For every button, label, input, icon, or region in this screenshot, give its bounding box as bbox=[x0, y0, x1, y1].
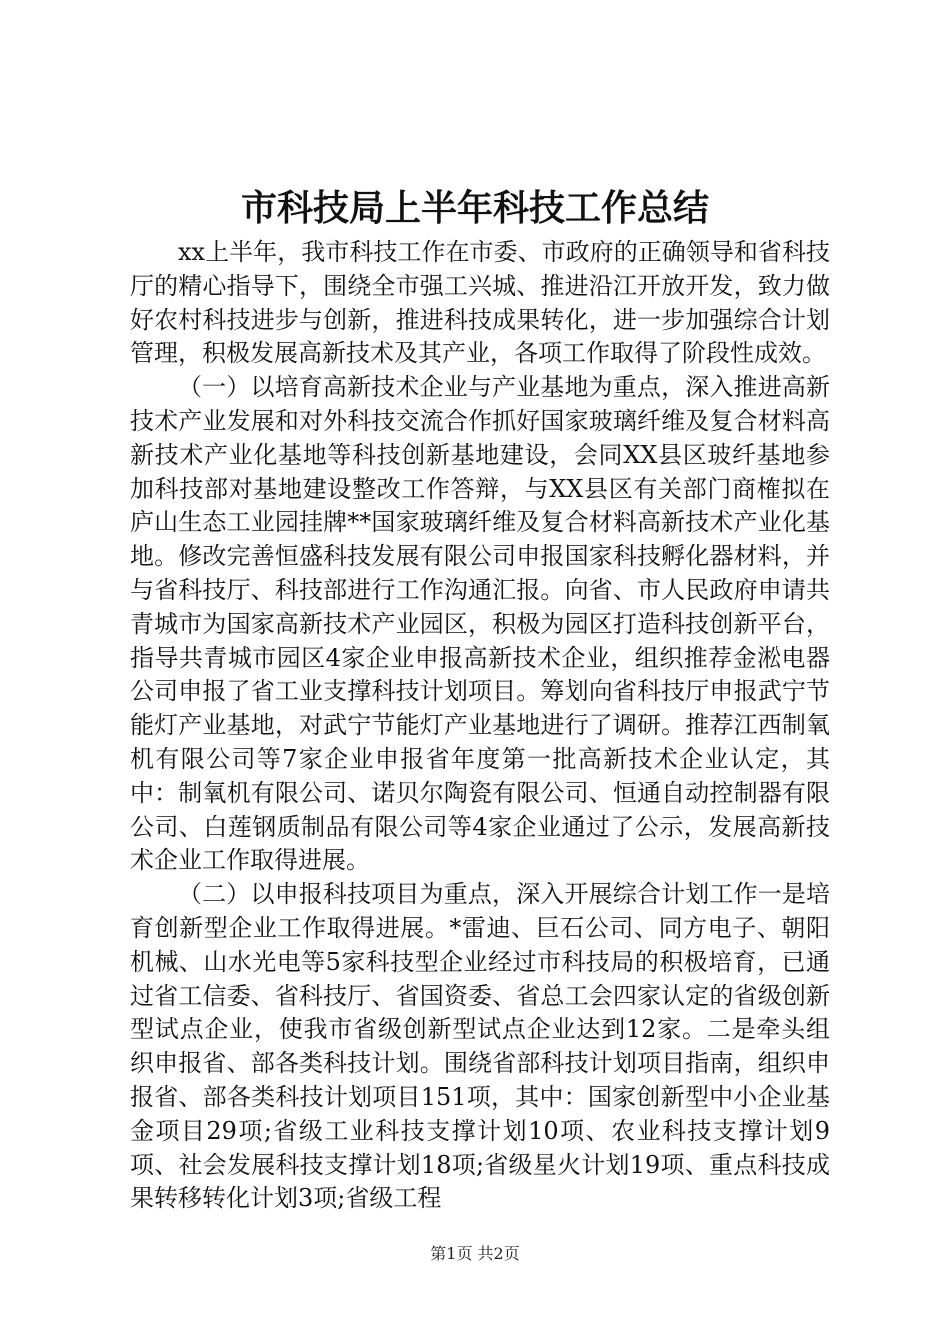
section-one-paragraph: （一）以培育高新技术企业与产业基地为重点，深入推进高新技术产业发展和对外科技交流合作抓好国家玻璃纤维及复合材料高新技术产业化基地等科技创新基地建设，会同XX县区玻纤基地参加科技部对基地建设整改工作答辩，与XX县区有关部门商榷拟在庐山生态工业园挂牌**国家玻璃纤维及复合材料高新技术产业化基地。修改完善恒盛科技发展有限公司申报国家科技孵化器材料，并与省科技厅、科技部进行工作沟通汇报。向省、市人民政府申请共青城市为国家高新技术产业园区，积极为园区打造科技创新平台，指导共青城市园区4家企业申报高新技术企业，组织推荐金淞电器公司申报了省工业支撑科技计划项目。筹划向省科技厅申报武宁节能灯产业基地，对武宁节能灯产业基地进行了调研。推荐江西制氧机有限公司等7家企业申报省年度第一批高新技术企业认定，其中：制氧机有限公司、诺贝尔陶瓷有限公司、恒通自动控制器有限公司、白莲钢质制品有限公司等4家企业通过了公示，发展高新技术企业工作取得进展。 bbox=[130, 373, 830, 875]
intro-paragraph: xx上半年，我市科技工作在市委、市政府的正确领导和省科技厅的精心指导下，围绕全市强工兴城、推进沿江开放开发，致力做好农村科技进步与创新，推进科技成果转化，进一步加强综合计划管理，积极发展高新技术及其产业，各项工作取得了阶段性成效。 bbox=[130, 238, 830, 368]
page-number-footer: 第1页 共2页 bbox=[430, 1244, 520, 1263]
section-two-paragraph: （二）以申报科技项目为重点，深入开展综合计划工作一是培育创新型企业工作取得进展。*雷迪、巨石公司、同方电子、朝阳机械、山水光电等5家科技型企业经过市科技局的积极培育，已通过省工信委、省科技厅、省国资委、省总工会四家认定的省级创新型试点企业，使我市省级创新型试点企业达到12家。二是牵头组织申报省、部各类科技计划。围绕省部科技计划项目指南，组织申报省、部各类科技计划项目151项，其中：国家创新型中小企业基金项目29项;省级工业科技支撑计划10项、农业科技支撑计划9项、社会发展科技支撑计划18项;省级星火计划19项、重点科技成果转移转化计划3项;省级工程 bbox=[130, 880, 830, 1213]
document-title: 市科技局上半年科技工作总结 bbox=[240, 187, 709, 229]
document-body bbox=[130, 236, 830, 1216]
